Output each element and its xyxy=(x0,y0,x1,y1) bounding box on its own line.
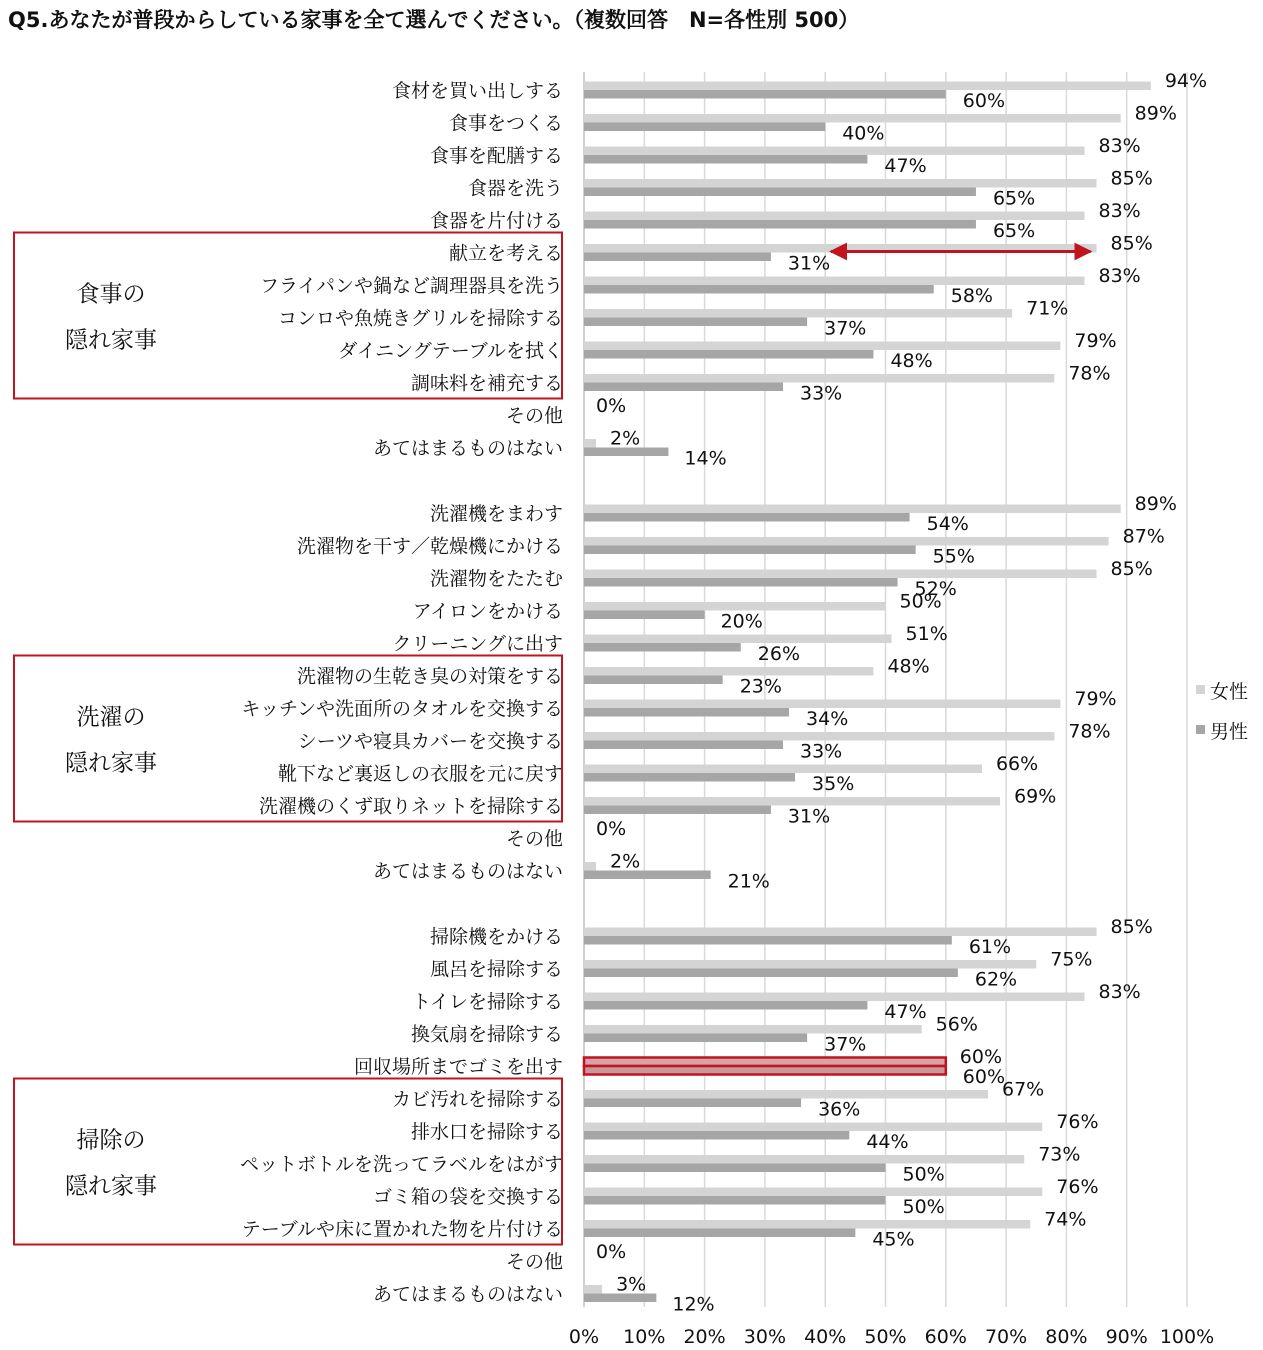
x-tick-label: 90% xyxy=(1105,1326,1148,1348)
category-label: 風呂を掃除する xyxy=(429,958,563,981)
bar-female xyxy=(584,505,1121,514)
bar-female xyxy=(584,1155,1024,1164)
value-label-male: 12% xyxy=(672,1293,715,1316)
value-label-male: 36% xyxy=(818,1098,861,1121)
x-tick-label: 30% xyxy=(743,1326,787,1348)
value-label-female: 79% xyxy=(1074,330,1117,352)
category-label: 食器を洗う xyxy=(467,177,563,200)
bar-male xyxy=(584,383,783,392)
bar-male xyxy=(584,123,825,132)
bar-female xyxy=(584,960,1036,969)
category-label: あてはまるものはない xyxy=(372,437,563,460)
bar-female xyxy=(584,277,1084,286)
bar-female xyxy=(584,797,1000,806)
category-label: 調味料を補充する xyxy=(410,372,563,395)
bar-male xyxy=(584,611,705,620)
category-label: アイロンをかける xyxy=(412,600,563,623)
value-label-female: 78% xyxy=(1068,362,1111,385)
bar-female xyxy=(584,667,873,676)
value-label-male: 44% xyxy=(866,1131,909,1153)
category-label: あてはまるものはない xyxy=(372,860,563,883)
x-tick-label: 60% xyxy=(924,1326,967,1348)
bar-male xyxy=(584,773,795,782)
bar-male xyxy=(584,513,910,522)
bar-male xyxy=(584,318,807,327)
bar-male xyxy=(584,1229,855,1238)
value-label-female: 74% xyxy=(1044,1208,1087,1231)
value-label-female: 56% xyxy=(935,1013,978,1036)
value-label-male: 21% xyxy=(727,870,770,893)
value-label-male: 62% xyxy=(974,968,1018,991)
x-tick-label: 10% xyxy=(623,1326,666,1348)
bar-male xyxy=(584,676,723,685)
bar-female xyxy=(584,82,1151,91)
value-label-female: 67% xyxy=(1002,1078,1045,1101)
bar-male xyxy=(584,1131,849,1140)
category-label: 食事を配膳する xyxy=(429,145,563,167)
value-label-female: 85% xyxy=(1110,916,1153,938)
value-label-female: 2% xyxy=(610,427,641,450)
category-label: 排水口を掃除する xyxy=(410,1121,563,1143)
bar-female xyxy=(584,570,1097,579)
x-tick-label: 70% xyxy=(984,1326,1028,1348)
bar-female xyxy=(584,1123,1042,1132)
category-label: 靴下など裏返しの衣服を元に戻す xyxy=(277,763,563,785)
value-label-male: 65% xyxy=(992,187,1036,210)
bar-male xyxy=(584,936,952,945)
value-label-female: 60% xyxy=(959,1046,1003,1068)
bar-male xyxy=(584,90,946,99)
category-label: ゴミ箱の袋を交換する xyxy=(372,1186,563,1208)
bar-male xyxy=(584,1066,946,1075)
value-label-male: 26% xyxy=(757,643,801,665)
bar-female xyxy=(584,1025,922,1034)
bar-male xyxy=(584,350,873,359)
value-label-female: 50% xyxy=(899,590,942,613)
category-label: テーブルや床に置かれた物を片付ける xyxy=(241,1218,563,1241)
value-label-male: 37% xyxy=(824,1033,867,1056)
value-label-male: 45% xyxy=(872,1228,915,1251)
bar-female xyxy=(584,147,1084,156)
value-label-male: 48% xyxy=(890,350,933,372)
value-label-female: 0% xyxy=(596,395,627,417)
category-label: その他 xyxy=(505,405,563,427)
category-label: 回収場所までゴミを出す xyxy=(353,1056,563,1078)
group-label-line2: 隠れ家事 xyxy=(65,750,157,777)
value-label-female: 78% xyxy=(1068,720,1111,743)
bar-male xyxy=(584,188,976,197)
bar-female xyxy=(584,439,596,448)
bar-female xyxy=(584,1220,1030,1229)
value-label-male: 40% xyxy=(842,122,885,145)
bar-female xyxy=(584,1285,602,1294)
value-label-female: 85% xyxy=(1110,232,1153,255)
value-label-male: 58% xyxy=(950,285,993,307)
value-label-female: 83% xyxy=(1098,135,1141,157)
bar-male xyxy=(584,1196,886,1205)
category-label: 食器を片付ける xyxy=(429,210,563,232)
bar-female xyxy=(584,309,1012,318)
value-label-female: 83% xyxy=(1098,981,1141,1003)
value-label-male: 50% xyxy=(902,1196,945,1218)
value-label-male: 55% xyxy=(932,545,975,568)
bar-male xyxy=(584,708,789,717)
legend-swatch xyxy=(1196,725,1205,734)
bar-female xyxy=(584,700,1060,709)
value-label-male: 47% xyxy=(884,155,927,177)
value-label-male: 60% xyxy=(962,1066,1006,1088)
value-label-female: 76% xyxy=(1056,1111,1099,1133)
value-label-female: 3% xyxy=(616,1273,647,1296)
category-label: フライパンや鍋など調理器具を洗う xyxy=(259,275,563,297)
bar-female xyxy=(584,537,1109,546)
category-label: ペットボトルを洗ってラベルをはがす xyxy=(239,1153,563,1176)
bar-female xyxy=(584,765,982,774)
value-label-male: 61% xyxy=(968,936,1012,958)
value-label-female: 71% xyxy=(1026,297,1069,320)
value-label-female: 89% xyxy=(1134,493,1177,515)
value-label-male: 60% xyxy=(962,90,1006,112)
legend-swatch xyxy=(1196,685,1205,694)
value-label-female: 75% xyxy=(1050,948,1093,971)
value-label-male: 47% xyxy=(884,1001,927,1023)
value-label-male: 54% xyxy=(926,513,969,535)
category-label: コンロや魚焼きグリルを掃除する xyxy=(277,307,563,330)
bar-female xyxy=(584,732,1054,741)
legend-label: 女性 xyxy=(1210,681,1249,703)
value-label-male: 31% xyxy=(787,252,831,275)
value-label-male: 37% xyxy=(824,317,867,340)
category-label: シーツや寝具カバーを交換する xyxy=(297,730,563,753)
value-label-male: 14% xyxy=(684,447,727,470)
bar-male xyxy=(584,806,771,815)
bar-male xyxy=(584,546,916,555)
bar-male xyxy=(584,1034,807,1043)
category-label: 洗濯機をまわす xyxy=(429,503,563,525)
value-label-female: 0% xyxy=(596,818,627,840)
bar-male xyxy=(584,1099,801,1108)
value-label-male: 33% xyxy=(799,382,843,405)
bar-male xyxy=(584,643,741,652)
bar-female xyxy=(584,1058,946,1067)
category-label: ダイニングテーブルを拭く xyxy=(338,340,563,362)
value-label-male: 33% xyxy=(799,740,843,763)
x-tick-label: 20% xyxy=(683,1326,726,1348)
x-tick-label: 50% xyxy=(864,1326,907,1348)
value-label-female: 83% xyxy=(1098,200,1141,222)
value-label-female: 85% xyxy=(1110,167,1153,190)
x-tick-label: 0% xyxy=(568,1326,600,1348)
value-label-male: 35% xyxy=(812,773,855,795)
category-label: その他 xyxy=(505,828,563,850)
bar-female xyxy=(584,862,596,871)
chart-title: Q5.あなたが普段からしている家事を全て選んでください。（複数回答 N=各性別 500） xyxy=(8,8,860,32)
bar-male xyxy=(584,1001,867,1010)
group-label-line2: 隠れ家事 xyxy=(65,1173,157,1200)
bar-female xyxy=(584,1090,988,1099)
x-tick-label: 80% xyxy=(1045,1326,1088,1348)
value-label-male: 65% xyxy=(992,220,1036,242)
value-label-female: 76% xyxy=(1056,1176,1099,1198)
value-label-male: 34% xyxy=(806,708,849,730)
bar-male xyxy=(584,741,783,750)
group-label-line1: 掃除の xyxy=(76,1127,146,1154)
group-label-line1: 食事の xyxy=(76,281,146,308)
value-label-female: 66% xyxy=(995,753,1039,775)
legend-label: 男性 xyxy=(1210,721,1249,743)
category-label: 洗濯機のくず取りネットを掃除する xyxy=(258,795,563,818)
category-label: 洗濯物の生乾き臭の対策をする xyxy=(296,665,563,688)
category-label: トイレを掃除する xyxy=(411,991,563,1013)
value-label-male: 23% xyxy=(739,675,782,698)
bar-female xyxy=(584,342,1060,351)
value-label-female: 83% xyxy=(1098,265,1141,287)
value-label-female: 51% xyxy=(905,623,948,645)
bar-male xyxy=(584,220,976,229)
value-label-female: 85% xyxy=(1110,558,1153,580)
value-label-male: 52% xyxy=(914,578,957,600)
category-label: 洗濯物を干す／乾燥機にかける xyxy=(296,535,563,558)
value-label-female: 79% xyxy=(1074,688,1117,710)
bar-female xyxy=(584,374,1054,383)
value-label-female: 0% xyxy=(596,1241,627,1263)
group-label-line2: 隠れ家事 xyxy=(65,327,157,354)
bar-male xyxy=(584,253,771,262)
category-label: 掃除機をかける xyxy=(429,926,563,948)
value-label-female: 94% xyxy=(1164,70,1208,92)
bar-male xyxy=(584,285,934,294)
bar-male xyxy=(584,969,958,978)
category-label: その他 xyxy=(505,1251,563,1273)
value-label-male: 20% xyxy=(720,610,763,633)
category-label: キッチンや洗面所のタオルを交換する xyxy=(241,698,563,720)
value-label-female: 73% xyxy=(1038,1143,1081,1166)
bar-male xyxy=(584,155,867,164)
category-label: 洗濯物をたたむ xyxy=(429,568,563,590)
category-label: あてはまるものはない xyxy=(372,1283,563,1306)
value-label-male: 50% xyxy=(902,1163,945,1186)
category-label: クリーニングに出す xyxy=(392,633,563,655)
legend xyxy=(1196,681,1248,743)
value-label-female: 2% xyxy=(610,850,641,873)
bar-female xyxy=(584,928,1097,937)
category-label: カビ汚れを掃除する xyxy=(391,1088,563,1111)
bar-female xyxy=(584,1188,1042,1197)
x-tick-label: 40% xyxy=(804,1326,847,1348)
bar-female xyxy=(584,179,1097,188)
category-label: 換気扇を掃除する xyxy=(410,1023,563,1046)
bar-male xyxy=(584,578,898,587)
value-label-female: 48% xyxy=(887,655,930,678)
value-label-male: 31% xyxy=(787,805,831,828)
bar-female xyxy=(584,114,1121,123)
bar-female xyxy=(584,635,892,644)
bar-female xyxy=(584,602,886,611)
category-label: 食材を買い出しする xyxy=(391,80,563,102)
value-label-female: 69% xyxy=(1014,785,1057,808)
bar-male xyxy=(584,1164,886,1173)
bar-male xyxy=(584,871,711,880)
category-label: 献立を考える xyxy=(448,242,563,265)
value-label-female: 87% xyxy=(1122,525,1165,548)
bar-female xyxy=(584,993,1084,1002)
value-label-female: 89% xyxy=(1134,102,1177,125)
group-label-line1: 洗濯の xyxy=(76,704,146,731)
x-tick-label: 100% xyxy=(1159,1326,1215,1348)
bar-female xyxy=(584,212,1084,221)
category-label: 食事をつくる xyxy=(448,112,563,135)
